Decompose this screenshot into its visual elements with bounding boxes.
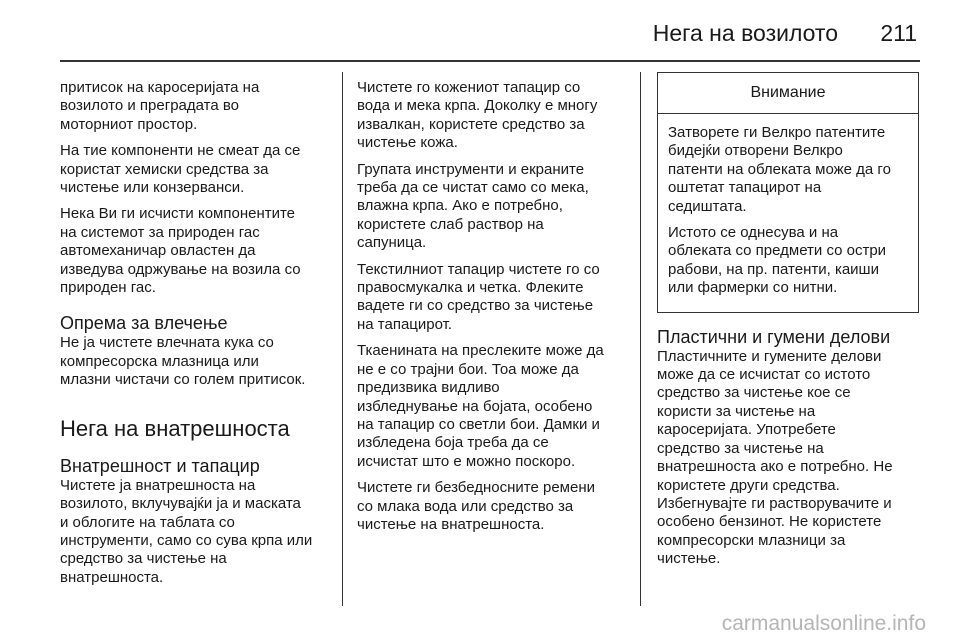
watermark-text: carmanualsonline.info (721, 612, 926, 635)
paragraph: Чистете ги безбедносните ремени со млака вода или средство за чистење на внатрешноста. (357, 479, 595, 533)
caution-notice-box (657, 72, 919, 313)
paragraph: Текстилниот тапацир чистете го со правосмукалка и четка. Флеките вадете ги со средство за чистење на тапацирот. (357, 260, 600, 333)
paragraph: Нека Ви ги исчисти компонентите на системот за природен гас автомеханичар овластен да изведува одржување на возила со природен гас. (60, 205, 301, 297)
paragraph: Чистете го кожениот тапацир со вода и мека крпа. Доколку е многу извалкан, користете средство за чистење кожа. (357, 79, 598, 152)
heading-towing-equipment: Опрема за влечење (60, 313, 228, 334)
page-number: 211 (880, 20, 917, 46)
paragraph: Чистете ја внатрешноста на возилото, вклучувајќи ја и маската и облогите на таблата со инструменти, само со сува крпа или средство за чистење на внатрешноста. (60, 476, 313, 586)
paragraph: Пластичните и гумените делови може да се исчистат со истото средство за чистење кое се користи за чистење на каросеријата. Употребете средство за чистење на внатрешноста ако е потребно. Не користете други средства. Избегнувајте ги растворувачите и особено бензинот. Не користете компресорски млазници за чистење. (657, 347, 893, 568)
column-divider-left (342, 72, 343, 606)
paragraph: Истото се однесува и на облеката со предмети со остри рабови, на пр. патенти, каиши или фармерки со нитни. (668, 224, 887, 297)
paragraph: Групата инструменти и екраните треба да се чистат само со мека, влажна крпа. Ако е потребно, користете слаб раствор на сапуница. (357, 160, 589, 252)
section-title-interior-care: Нега на внатрешноста (60, 415, 290, 441)
header-divider (60, 60, 920, 62)
paragraph: Затворете ги Велкро патентите бидејќи отворени Велкро патенти на облеката може да го оштетат тапацирот на седиштата. (668, 124, 891, 215)
column-middle (357, 79, 629, 542)
column-left (60, 79, 340, 595)
page-header-title: Нега на возилото (652, 20, 838, 46)
paragraph: Ткаенината на преслеките може да не е со трајни бои. Тоа може да предизвика видливо избледнување на бојата, особено на тапацир со светли бои. Дамки и избледена боја треба да се исчистат што е можно поскоро. (357, 342, 604, 470)
caution-notice-title: Внимание (658, 73, 918, 114)
paragraph: притисок на каросеријата на возилото и преградата во моторниот простор. (60, 79, 260, 133)
heading-plastic-rubber-parts: Пластични и гумени делови (657, 326, 891, 347)
column-right (657, 72, 921, 577)
paragraph: Не ја чистете влечната кука со компресорска млазница или млазни чистачи со голем притисок. (60, 334, 306, 389)
heading-interior-upholstery: Внатрешност и тапацир (60, 455, 260, 476)
paragraph: На тие компоненти не смеат да се користат хемиски средства за чистење или конзерванси. (60, 142, 301, 197)
caution-notice-body (658, 114, 918, 312)
column-divider-right (640, 72, 641, 606)
